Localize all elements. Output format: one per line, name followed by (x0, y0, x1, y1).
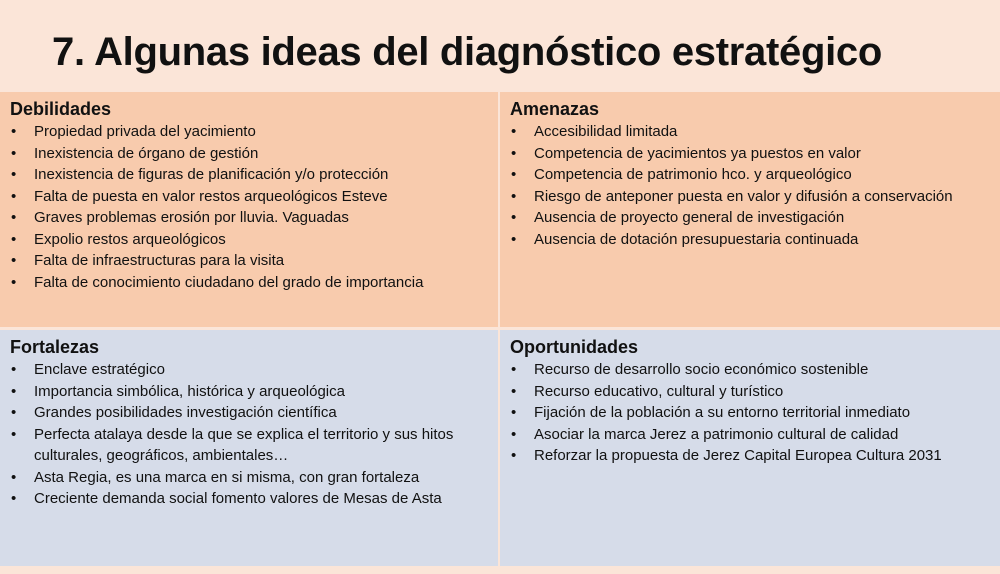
amenazas-quadrant (500, 92, 1000, 330)
swot-grid (0, 92, 1000, 566)
list-item (510, 381, 992, 403)
list-item-text: Fijación de la población a su entorno territorial inmediato (534, 404, 911, 421)
bullet-icon: • (511, 230, 517, 248)
list-item (10, 272, 490, 294)
list-item-text: Falta de puesta en valor restos arqueológicos Esteve (34, 187, 388, 205)
list-item-text: Expolio restos arqueológicos (34, 230, 226, 248)
oportunidades-heading: Oportunidades (510, 337, 639, 357)
bullet-icon: • (11, 252, 17, 269)
list-item-text: Ausencia de proyecto general de investigación (534, 209, 845, 226)
list-item (510, 424, 992, 446)
bullet-icon: • (11, 209, 17, 226)
list-item (10, 250, 490, 272)
list-item-text: Riesgo de anteponer puesta en valor y difusión a conservación (534, 187, 953, 205)
list-item (510, 121, 992, 143)
bullet-icon: • (511, 144, 517, 162)
list-item-text: Creciente demanda social fomento valores de Mesas de Asta (34, 490, 442, 507)
debilidades-quadrant (0, 92, 500, 330)
bullet-icon: • (11, 361, 17, 378)
amenazas-list (510, 121, 992, 250)
fortalezas-heading: Fortalezas (10, 337, 100, 357)
fortalezas-quadrant (0, 330, 500, 566)
list-item (510, 143, 992, 165)
list-item-text: Falta de infraestructuras para la visita (34, 252, 285, 269)
oportunidades-quadrant (500, 330, 1000, 566)
list-item (510, 229, 992, 251)
bullet-icon: • (11, 123, 17, 140)
fortalezas-list (10, 359, 490, 510)
list-item-text: Accesibilidad limitada (534, 123, 678, 140)
list-item-text: Ausencia de dotación presupuestaria continuada (534, 230, 859, 248)
list-item (10, 467, 490, 489)
list-item (510, 402, 992, 424)
bullet-icon: • (11, 230, 17, 248)
bullet-icon: • (11, 404, 17, 421)
bullet-icon: • (11, 187, 17, 205)
bullet-icon: • (11, 490, 17, 507)
list-item-text: Asociar la marca Jerez a patrimonio cultural de calidad (534, 425, 899, 443)
list-item (510, 207, 992, 229)
bullet-icon: • (511, 187, 517, 205)
list-item-text: Perfecta atalaya desde la que se explica el territorio y sus hitos culturales, geográficos, ambientales… (34, 425, 454, 464)
list-item-text: Competencia de yacimientos ya puestos en valor (534, 144, 861, 162)
debilidades-heading: Debilidades (10, 99, 112, 119)
bullet-icon: • (11, 382, 17, 400)
bullet-icon: • (511, 425, 517, 443)
bullet-icon: • (511, 209, 517, 226)
slide-title: 7. Algunas ideas del diagnóstico estratégico (52, 30, 882, 74)
list-item-text: Recurso de desarrollo socio económico sostenible (534, 361, 869, 378)
list-item (510, 445, 992, 467)
list-item (10, 164, 490, 186)
list-item (10, 359, 490, 381)
oportunidades-list (510, 359, 992, 467)
list-item-text: Inexistencia de figuras de planificación y/o protección (34, 166, 389, 183)
bullet-icon: • (511, 404, 517, 421)
bullet-icon: • (11, 166, 17, 183)
bullet-icon: • (511, 382, 517, 400)
list-item (10, 402, 490, 424)
bullet-icon: • (11, 273, 17, 291)
list-item-text: Asta Regia, es una marca en si misma, con gran fortaleza (34, 468, 420, 486)
list-item (510, 164, 992, 186)
bullet-icon: • (11, 468, 17, 486)
list-item (10, 186, 490, 208)
list-item (510, 186, 992, 208)
bullet-icon: • (511, 447, 517, 464)
debilidades-list (10, 121, 490, 293)
bullet-icon: • (11, 425, 17, 443)
list-item-text: Enclave estratégico (34, 361, 165, 378)
amenazas-heading: Amenazas (510, 99, 600, 119)
list-item (10, 143, 490, 165)
bullet-icon: • (511, 123, 517, 140)
list-item (10, 229, 490, 251)
list-item-text: Graves problemas erosión por lluvia. Vaguadas (34, 209, 349, 226)
list-item (10, 381, 490, 403)
list-item-text: Importancia simbólica, histórica y arqueológica (34, 382, 345, 400)
list-item (10, 207, 490, 229)
list-item-text: Recurso educativo, cultural y turístico (534, 382, 784, 400)
list-item-text: Falta de conocimiento ciudadano del grado de importancia (34, 273, 424, 291)
bullet-icon: • (511, 166, 517, 183)
list-item-text: Inexistencia de órgano de gestión (34, 144, 259, 162)
list-item-text: Propiedad privada del yacimiento (34, 123, 256, 140)
list-item (10, 488, 490, 510)
list-item-text: Competencia de patrimonio hco. y arqueológico (534, 166, 852, 183)
list-item-text: Reforzar la propuesta de Jerez Capital Europea Cultura 2031 (534, 447, 942, 464)
list-item (510, 359, 992, 381)
bullet-icon: • (511, 361, 517, 378)
list-item (10, 121, 490, 143)
bullet-icon: • (11, 144, 17, 162)
list-item (10, 424, 490, 467)
list-item-text: Grandes posibilidades investigación científica (34, 404, 337, 421)
